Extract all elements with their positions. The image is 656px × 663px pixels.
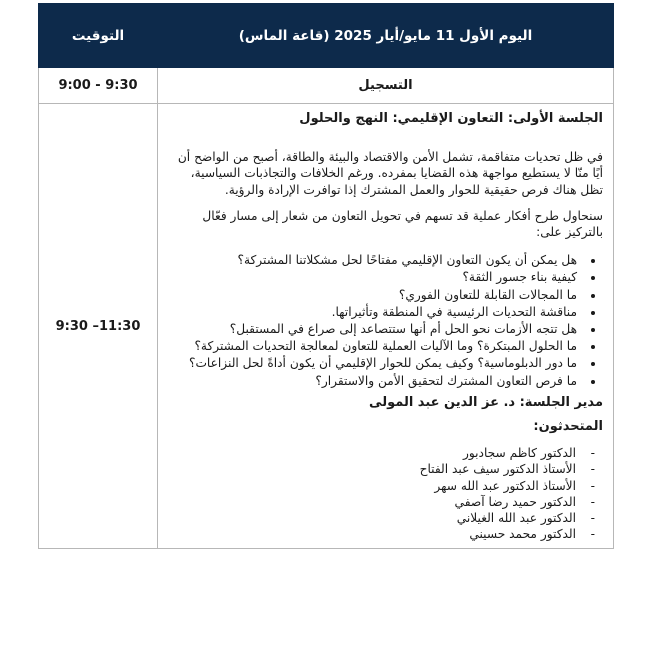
list-item: • ما فرص التعاون المشترك لتحقيق الأمن والاستقرار؟ bbox=[166, 373, 581, 389]
list-item: • ما المجالات القابلة للتعاون الفوري؟ bbox=[166, 287, 581, 303]
dash-marker: - bbox=[590, 511, 595, 526]
speaker-item bbox=[166, 478, 603, 494]
session-row bbox=[39, 104, 614, 549]
speaker-name: الدكتور عبد الله الغيلاني bbox=[456, 511, 576, 526]
table-header-row bbox=[39, 4, 614, 68]
day-title: اليوم الأول 11 مايو/أيار 2025 (قاعة الماس) bbox=[158, 4, 614, 68]
speaker-item bbox=[166, 494, 603, 510]
speaker-name: الأستاذ الدكتور سيف عبد الفتاح bbox=[419, 462, 576, 477]
list-item: • هل تتجه الأزمات نحو الحل أم أنها ستتصاعد إلى صراع في المستقبل؟ bbox=[166, 321, 581, 337]
list-item: • كيفية بناء جسور الثقة؟ bbox=[166, 269, 581, 285]
speaker-name: الدكتور كاظم سجادبور bbox=[462, 446, 576, 461]
speaker-name: الأستاذ الدكتور عبد الله سهر bbox=[434, 478, 576, 493]
speaker-item bbox=[166, 445, 603, 461]
session-content bbox=[158, 104, 614, 549]
dash-marker: - bbox=[590, 494, 595, 509]
speakers-label: المتحدثون: bbox=[533, 419, 603, 435]
dash-marker: - bbox=[590, 478, 595, 493]
session-moderator: مدير الجلسة: د. عز الدين عبد المولى bbox=[369, 394, 603, 410]
list-item: • ما الحلول المبتكرة؟ وما الآليات العملية للتعاون لمعالجة التحديات المشتركة؟ bbox=[166, 338, 581, 354]
session-title: الجلسة الأولى: التعاون الإقليمي: النهج والحلول bbox=[299, 111, 603, 126]
list-item: • مناقشة التحديات الرئيسية في المنطقة وتأثيراتها. bbox=[166, 304, 581, 320]
registration-time: 9:00 - 9:30 bbox=[39, 68, 158, 104]
speakers-list bbox=[166, 445, 603, 542]
list-item: • ما دور الدبلوماسية؟ وكيف يمكن للحوار الإقليمي أن يكون أداةً لحل النزاعات؟ bbox=[166, 355, 581, 371]
list-item: • هل يمكن أن يكون التعاون الإقليمي مفتاحًا لحل مشكلاتنا المشتركة؟ bbox=[166, 252, 581, 268]
time-column-title: التوقيت bbox=[39, 4, 158, 68]
registration-label: التسجيل bbox=[158, 68, 614, 104]
speaker-item bbox=[166, 510, 603, 526]
speaker-name: الدكتور محمد حسيني bbox=[469, 527, 576, 542]
agenda-table bbox=[38, 3, 614, 549]
speaker-name: الدكتور حميد رضا آصفي bbox=[454, 494, 576, 509]
speaker-item bbox=[166, 526, 603, 542]
registration-row bbox=[39, 68, 614, 104]
dash-marker: - bbox=[590, 527, 595, 542]
session-time: 9:30 –11:30 bbox=[39, 104, 158, 549]
agenda-page bbox=[39, 3, 614, 663]
speaker-item bbox=[166, 461, 603, 477]
session-focus-paragraph: سنحاول طرح أفكار عملية قد تسهم في تحويل التعاون من شعار إلى مسار فعّال بالتركيز على: bbox=[202, 208, 603, 240]
dash-marker: - bbox=[590, 446, 595, 461]
dash-marker: - bbox=[590, 462, 595, 477]
discussion-questions-list bbox=[166, 252, 603, 389]
session-intro-paragraph: في ظل تحديات متفاقمة، تشمل الأمن والاقتصاد والبيئة والطاقة، أصبح من الواضح أن أيًا منّا لا يستطيع مواجهة هذه القضايا بمفرده. ورغم الخلافات والتجاذبات السياسية، تظل هناك فرص حقيقية للحوار والعمل المشترك إذا توافرت الإرادة والرؤية. bbox=[177, 150, 603, 197]
